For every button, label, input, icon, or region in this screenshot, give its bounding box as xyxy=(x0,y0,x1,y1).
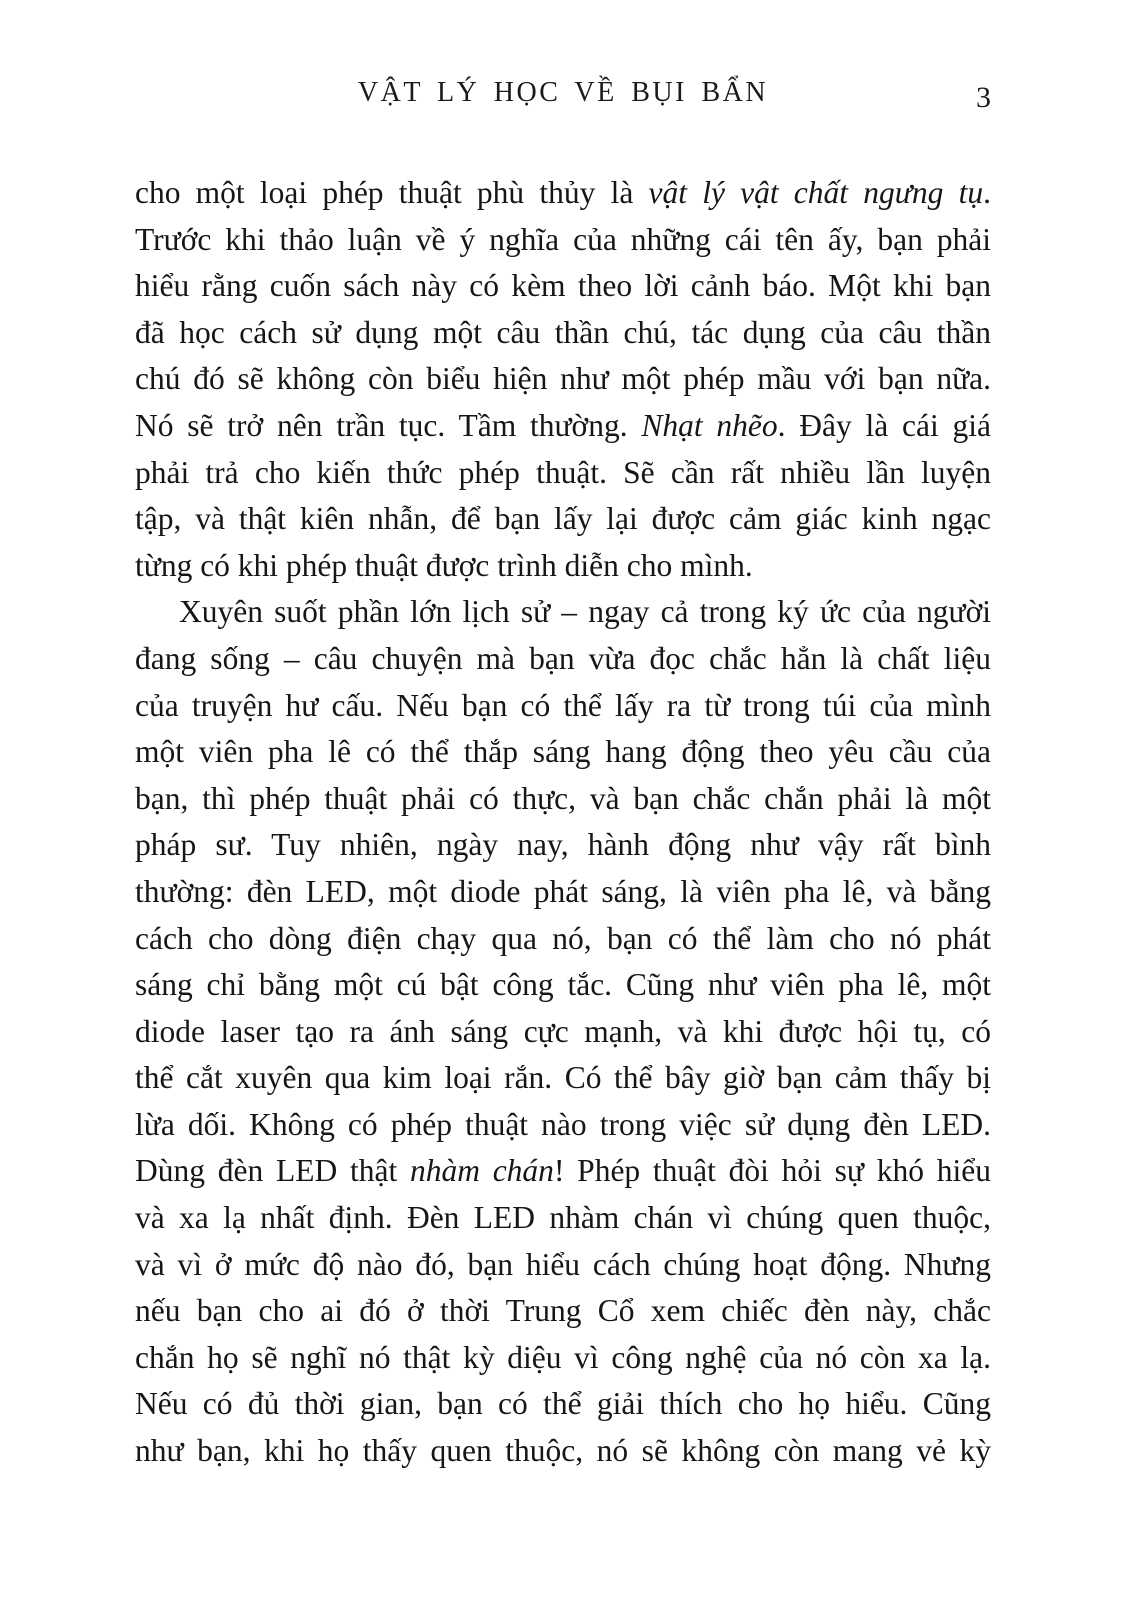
text-line xyxy=(135,776,991,823)
page-number: 3 xyxy=(976,81,991,114)
text-segment: chú đó sẽ không còn biểu hiện như một phép mầu với bạn nữa. xyxy=(135,361,991,397)
text-segment: chắn họ sẽ nghĩ nó thật kỳ diệu vì công nghệ của nó còn xa lạ. xyxy=(135,1339,991,1375)
text-segment: . xyxy=(983,175,991,210)
text-line xyxy=(135,916,991,963)
text-segment: . Đây là cái giá xyxy=(777,407,991,443)
text-segment: diode laser tạo ra ánh sáng cực mạnh, và khi được hội tụ, có xyxy=(135,1013,991,1049)
italic-text: Nhạt nhẽo xyxy=(641,407,778,443)
text-line xyxy=(135,1195,991,1242)
text-line xyxy=(135,1335,991,1382)
text-segment: Xuyên suốt phần lớn lịch sử – ngay cả trong ký ức của người xyxy=(179,594,991,630)
text-line xyxy=(135,1148,991,1195)
text-segment: đã học cách sử dụng một câu thần chú, tác dụng của câu thần xyxy=(135,314,991,350)
text-segment: Nó sẽ trở nên trần tục. Tầm thường. xyxy=(135,407,642,443)
text-line xyxy=(135,1102,991,1149)
text-segment: một viên pha lê có thể thắp sáng hang động theo yêu cầu của xyxy=(135,734,991,770)
text-segment: hiểu rằng cuốn sách này có kèm theo lời cảnh báo. Một khi bạn xyxy=(135,268,991,304)
text-segment: Nếu có đủ thời gian, bạn có thể giải thích cho họ hiểu. Cũng xyxy=(135,1386,991,1422)
text-segment: cách cho dòng điện chạy qua nó, bạn có thể làm cho nó phát xyxy=(135,920,991,956)
text-line xyxy=(135,1428,991,1475)
text-line xyxy=(135,822,991,869)
text-segment: và vì ở mức độ nào đó, bạn hiểu cách chúng hoạt động. Nhưng xyxy=(135,1246,991,1282)
running-header-title: VẬT LÝ HỌC VỀ BỤI BẨN xyxy=(357,77,769,108)
text-segment: từng có khi phép thuật được trình diễn cho mình. xyxy=(135,547,753,583)
text-line xyxy=(135,1009,991,1056)
text-segment: tập, và thật kiên nhẫn, để bạn lấy lại được cảm giác kinh ngạc xyxy=(135,501,991,537)
italic-text: nhàm chán xyxy=(409,1153,554,1189)
text-segment: lừa dối. Không có phép thuật nào trong việc sử dụng đèn LED. xyxy=(135,1106,991,1142)
text-segment: như bạn, khi họ thấy quen thuộc, nó sẽ không còn mang vẻ kỳ xyxy=(135,1433,991,1469)
text-segment: của truyện hư cấu. Nếu bạn có thể lấy ra từ trong túi của mình xyxy=(135,687,991,723)
text-line xyxy=(135,356,991,403)
text-line xyxy=(135,170,991,217)
text-line xyxy=(135,962,991,1009)
page-header xyxy=(135,76,991,116)
text-segment: thường: đèn LED, một diode phát sáng, là viên pha lê, và bằng xyxy=(135,873,991,909)
text-segment: thể cắt xuyên qua kim loại rắn. Có thể bây giờ bạn cảm thấy bị xyxy=(135,1060,991,1096)
text-segment: Trước khi thảo luận về ý nghĩa của những cái tên ấy, bạn phải xyxy=(135,221,991,257)
text-segment: cho một loại phép thuật phù thủy là xyxy=(135,175,649,210)
text-line xyxy=(135,310,991,357)
text-segment: Dùng đèn LED thật xyxy=(135,1153,410,1189)
text-segment: và xa lạ nhất định. Đèn LED nhàm chán vì chúng quen thuộc, xyxy=(135,1200,991,1236)
text-line xyxy=(135,450,991,497)
italic-text: vật lý vật chất ngưng tụ xyxy=(648,175,984,210)
text-line xyxy=(135,1288,991,1335)
text-segment: sáng chỉ bằng một cú bật công tắc. Cũng như viên pha lê, một xyxy=(135,967,991,1003)
paragraph xyxy=(135,589,991,1474)
text-segment: ! Phép thuật đòi hỏi sự khó hiểu xyxy=(553,1153,991,1189)
text-line xyxy=(135,403,991,450)
text-line xyxy=(135,869,991,916)
text-segment: bạn, thì phép thuật phải có thực, và bạn chắc chắn phải là một xyxy=(135,780,991,816)
text-line xyxy=(135,589,991,636)
text-segment: đang sống – câu chuyện mà bạn vừa đọc chắc hẳn là chất liệu xyxy=(135,640,991,676)
text-line xyxy=(135,683,991,730)
text-line xyxy=(135,263,991,310)
text-line xyxy=(135,496,991,543)
text-segment: nếu bạn cho ai đó ở thời Trung Cổ xem chiếc đèn này, chắc xyxy=(135,1293,991,1329)
text-segment: phải trả cho kiến thức phép thuật. Sẽ cần rất nhiều lần luyện xyxy=(135,454,991,490)
paragraph xyxy=(135,170,991,589)
body-text xyxy=(135,170,991,1475)
text-line xyxy=(135,636,991,683)
text-line xyxy=(135,729,991,776)
text-line xyxy=(135,543,991,590)
text-line xyxy=(135,1055,991,1102)
text-line xyxy=(135,217,991,264)
text-segment: pháp sư. Tuy nhiên, ngày nay, hành động như vậy rất bình xyxy=(135,827,991,863)
text-line xyxy=(135,1381,991,1428)
text-line xyxy=(135,1242,991,1289)
